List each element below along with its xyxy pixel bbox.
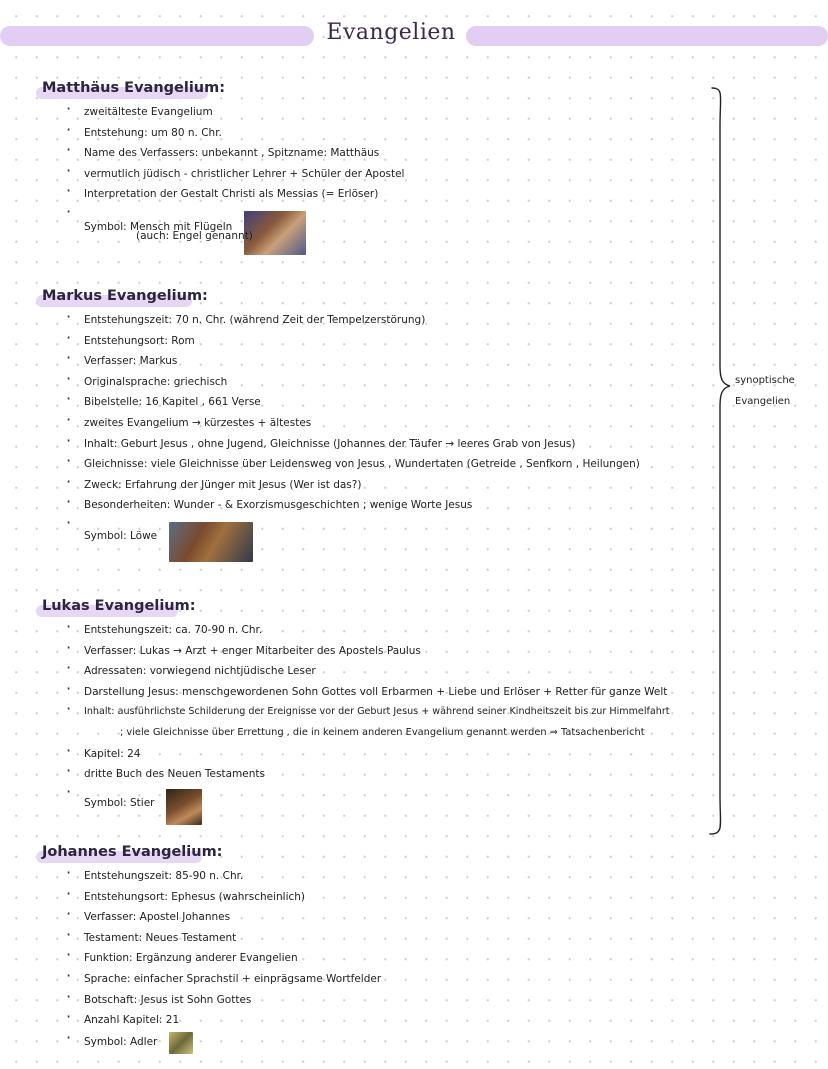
heading-text: Lukas Evangelium: xyxy=(42,598,196,614)
section-heading xyxy=(0,288,710,310)
title-banner-left xyxy=(0,26,314,46)
list-item: · Inhalt: Geburt Jesus , ohne Jugend, Gleichnisse (Johannes der Täufer → leeres Grab von Jesus) xyxy=(0,434,710,455)
list-item: · Verfasser: Apostel Johannes xyxy=(0,907,710,928)
section-heading xyxy=(0,844,710,866)
item-list xyxy=(0,102,710,246)
list-item: · Darstellung Jesus: menschgewordenen Sohn Gottes voll Erbarmen + Liebe und Erlöser + Retter für ganze Welt xyxy=(0,682,710,703)
list-subitem: (auch: Engel genannt) xyxy=(136,229,253,242)
eagle-symbol-image xyxy=(169,1032,193,1054)
list-item: · Name des Verfassers: unbekannt , Spitzname: Matthäus xyxy=(0,143,710,164)
item-list xyxy=(0,866,710,1051)
list-item: · Entstehungsort: Rom xyxy=(0,331,710,352)
list-subitem: ; viele Gleichnisse über Errettung , die in keinem anderen Evangelium genannt werden ⇒ Tatsachenbericht xyxy=(120,726,645,738)
list-item-symbol xyxy=(0,205,710,233)
symbol-text: Symbol: Mensch mit Flügeln xyxy=(84,220,233,233)
list-item: · Adressaten: vorwiegend nichtjüdische Leser xyxy=(0,661,710,682)
list-item: · Botschaft: Jesus ist Sohn Gottes xyxy=(0,990,710,1011)
list-item: · Besonderheiten: Wunder - & Exorzismusgeschichten ; wenige Worte Jesus xyxy=(0,495,710,516)
list-item: · Entstehung: um 80 n. Chr. xyxy=(0,123,710,144)
list-item: · Verfasser: Markus xyxy=(0,351,710,372)
list-item: · vermutlich jüdisch - christlicher Lehrer + Schüler der Apostel xyxy=(0,164,710,185)
list-item: · Testament: Neues Testament xyxy=(0,928,710,949)
bull-symbol-image xyxy=(166,789,202,825)
list-item: · Inhalt: ausführlichste Schilderung der Ereignisse vor der Geburt Jesus + während seiner Kindheitszeit bis zur Himmelfahrt xyxy=(0,702,710,723)
brace-label-line-2: Evangelien xyxy=(735,396,791,407)
list-item-symbol xyxy=(0,516,710,542)
section-heading xyxy=(0,598,710,620)
list-item: · Originalsprache: griechisch xyxy=(0,372,710,393)
section-matthaeus xyxy=(0,80,710,246)
symbol-text: Symbol: Löwe xyxy=(84,529,158,542)
list-item: · Zweck: Erfahrung der Jünger mit Jesus (Wer ist das?) xyxy=(0,475,710,496)
lion-symbol-image xyxy=(169,522,253,562)
list-item: · Entstehungszeit: ca. 70-90 n. Chr. xyxy=(0,620,710,641)
heading-text: Markus Evangelium: xyxy=(42,288,208,304)
list-item: · Entstehungszeit: 70 n. Chr. (während Zeit der Tempelzerstörung) xyxy=(0,310,710,331)
section-lukas xyxy=(0,598,710,809)
section-heading xyxy=(0,80,710,102)
item-list xyxy=(0,620,710,809)
list-item: · Funktion: Ergänzung anderer Evangelien xyxy=(0,948,710,969)
heading-text: Matthäus Evangelium: xyxy=(42,80,226,96)
list-item: · Entstehungszeit: 85-90 n. Chr. xyxy=(0,866,710,887)
brace-label-line-1: synoptische xyxy=(735,375,795,386)
list-item: · Sprache: einfacher Sprachstil + einprägsame Wortfelder xyxy=(0,969,710,990)
list-item: · Entstehungsort: Ephesus (wahrscheinlich) xyxy=(0,887,710,908)
list-item: · Gleichnisse: viele Gleichnisse über Leidensweg von Jesus , Wundertaten (Getreide , Senfkorn , Heilungen) xyxy=(0,454,710,475)
list-item: · Verfasser: Lukas → Arzt + enger Mitarbeiter des Apostels Paulus xyxy=(0,641,710,662)
page-title: Evangelien xyxy=(326,20,456,45)
curly-brace-icon xyxy=(704,86,734,836)
list-item: · Kapitel: 24 xyxy=(0,744,710,765)
list-item: · dritte Buch des Neuen Testaments xyxy=(0,764,710,785)
list-item: · zweitälteste Evangelium xyxy=(0,102,710,123)
item-list xyxy=(0,310,710,542)
list-item: · Bibelstelle: 16 Kapitel , 661 Verse xyxy=(0,392,710,413)
symbol-text: Symbol: Adler xyxy=(84,1035,158,1048)
section-markus xyxy=(0,288,710,542)
list-item: · Anzahl Kapitel: 21 xyxy=(0,1010,710,1031)
section-johannes xyxy=(0,844,710,1051)
symbol-text: Symbol: Stier xyxy=(84,796,155,809)
list-item-symbol xyxy=(0,785,710,809)
heading-text: Johannes Evangelium: xyxy=(42,844,223,860)
list-item-symbol xyxy=(0,1031,710,1052)
list-item: · zweites Evangelium → kürzestes + ältestes xyxy=(0,413,710,434)
title-banner-right xyxy=(466,26,828,46)
list-item: · Interpretation der Gestalt Christi als Messias (= Erlöser) xyxy=(0,184,710,205)
